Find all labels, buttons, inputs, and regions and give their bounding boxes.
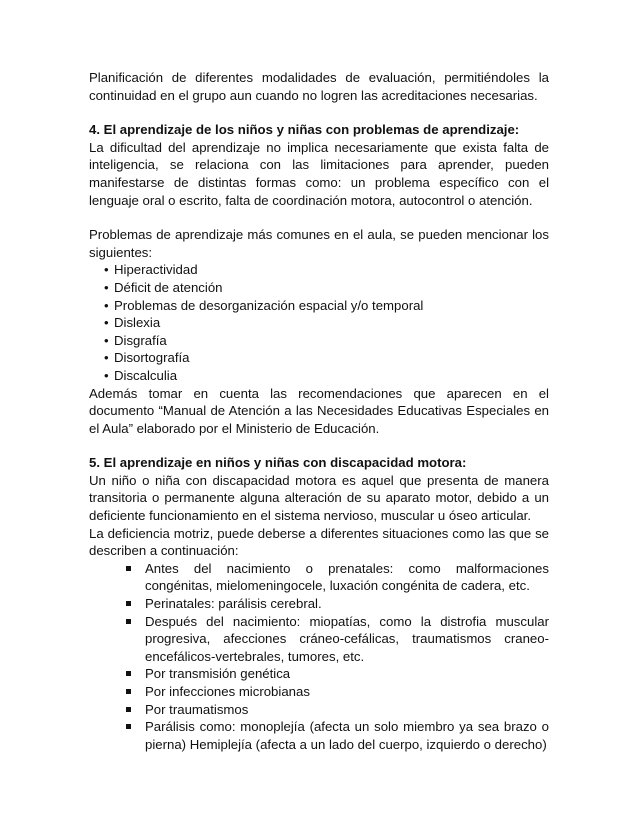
list-item: • Disortografía [104,349,549,367]
motor-causes-list [89,560,549,754]
section-4-list-intro: Problemas de aprendizaje más comunes en el aula, se pueden mencionar los siguientes: [89,227,549,260]
list-item: • Déficit de atención [104,279,549,297]
section-5-list-intro: La deficiencia motriz, puede deberse a diferentes situaciones como las que se describen a continuación: [89,525,549,559]
list-item: • Discalculia [104,367,549,385]
section-4-heading: 4. El aprendizaje de los niños y niñas con problemas de aprendizaje: [89,122,520,138]
list-item: Perinatales: parálisis cerebral. [126,595,549,613]
list-item: Por infecciones microbianas [126,683,549,701]
list-item: Antes del nacimiento o prenatales: como malformaciones congénitas, mielomeningocele, luxación congénita de cadera, etc. [126,560,549,595]
intro-paragraph: Planificación de diferentes modalidades de evaluación, permitiéndoles la continuidad en el grupo aun cuando no logren las acreditaciones necesarias. [89,70,549,103]
section-4-note: Además tomar en cuenta las recomendaciones que aparecen en el documento “Manual de Atención a las Necesidades Educativas Especiales en el Aula” elaborado por el Ministerio de Educación. [89,385,549,436]
list-item: Por traumatismos [126,701,549,719]
list-item: • Problemas de desorganización espacial y/o temporal [104,297,549,315]
learning-problems-list [89,261,549,384]
list-item: Parálisis como: monoplejía (afecta un solo miembro ya sea brazo o pierna) Hemiplejía (afecta a un lado del cuerpo, izquierdo o derecho) [126,718,549,753]
section-5-paragraph: Un niño o niña con discapacidad motora es aquel que presenta de manera transitoria o permanente alguna alteración de su aparato motor, debido a un deficiente funcionamiento en el sistema nervioso, muscular u óseo articular. [89,472,549,524]
list-item: • Dislexia [104,314,549,332]
list-item: • Hiperactividad [104,261,549,279]
list-item: • Disgrafía [104,332,549,350]
list-item: Por transmisión genética [126,665,549,683]
document-page [89,69,549,753]
section-5-heading: 5. El aprendizaje en niños y niñas con discapacidad motora: [89,455,467,471]
list-item: Después del nacimiento: miopatías, como la distrofia muscular progresiva, afecciones cráneo-cefálicas, traumatismos craneo-encefálicos-vertebrales, tumores, etc. [126,613,549,666]
section-4-paragraph: La dificultad del aprendizaje no implica necesariamente que exista falta de inteligencia, se relaciona con las limitaciones para aprender, pueden manifestarse de distintas formas como: un problema específico con el lenguaje oral o escrito, falta de coordinación motora, autocontrol o atención. [89,139,549,208]
